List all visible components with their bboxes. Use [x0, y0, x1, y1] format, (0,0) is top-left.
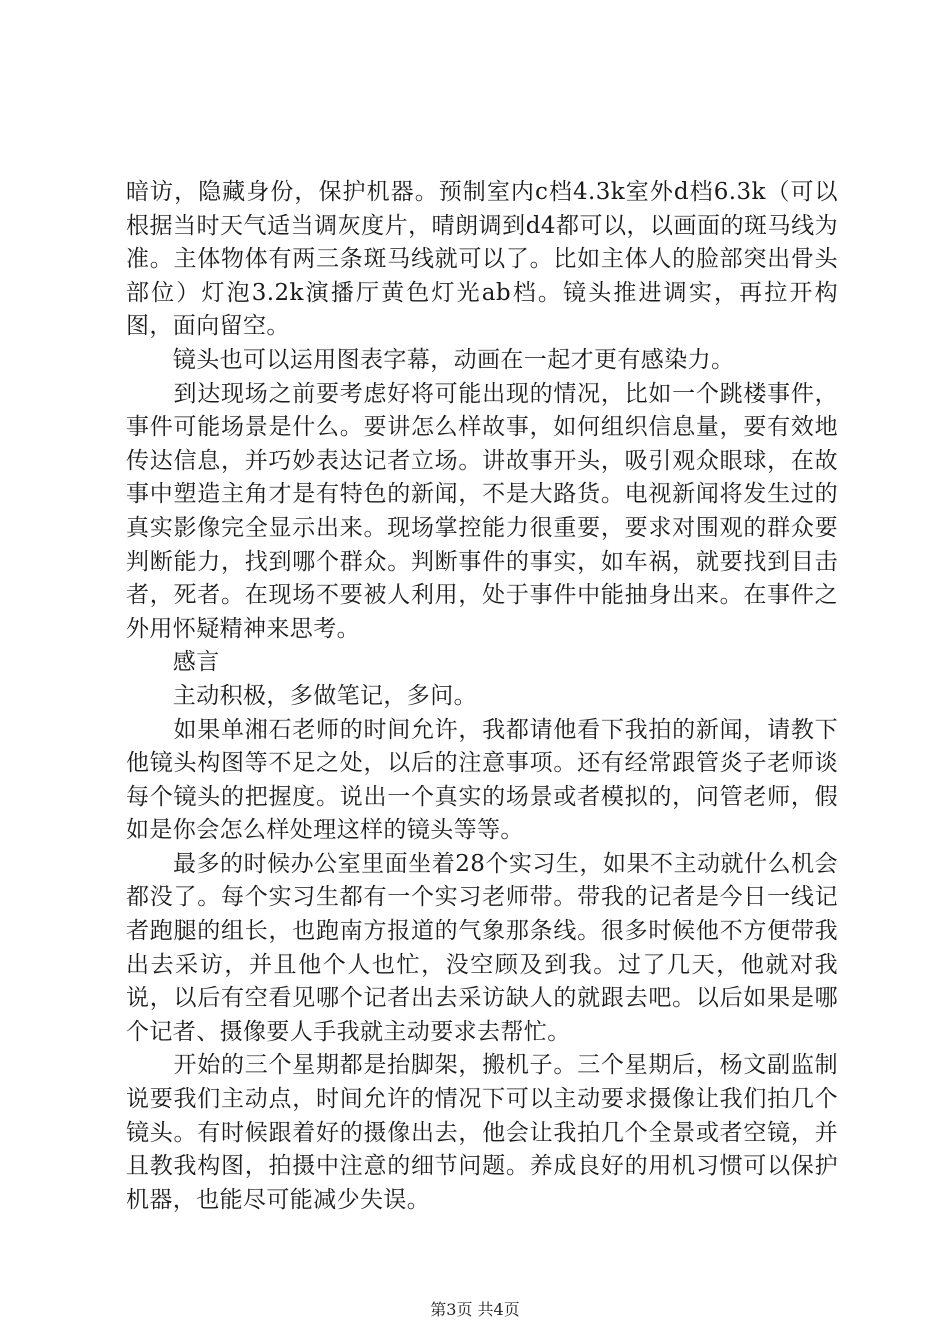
paragraph: 到达现场之前要考虑好将可能出现的情况，比如一个跳楼事件，事件可能场景是什么。要讲怎么样故事，如何组织信息量，要有效地传达信息，并巧妙表达记者立场。讲故事开头，吸引观众眼球，在故事中塑造主角才是有特色的新闻，不是大路货。电视新闻将发生过的真实影像完全显示出来。现场掌控能力很重要，要求对围观的群众要判断能力，找到哪个群众。判断事件的事实，如车祸，就要找到目击者，死者。在现场不要被人利用，处于事件中能抽身出来。在事件之外用怀疑精神来思考。	[126, 380, 838, 642]
paragraph: 暗访，隐藏身份，保护机器。预制室内c档4.3k室外d档6.3k（可以根据当时天气适当调灰度片，晴朗调到d4都可以，以画面的斑马线为准。主体物体有两三条斑马线就可以了。比如主体人的脸部突出骨头部位）灯泡3.2k演播厅黄色灯光ab档。镜头推进调实，再拉开构图，面向留空。	[126, 179, 838, 340]
paragraph: 最多的时候办公室里面坐着28个实习生，如果不主动就什么机会都没了。每个实习生都有一个实习老师带。带我的记者是今日一线记者跑腿的组长，也跑南方报道的气象那条线。很多时候他不方便带我出去采访，并且他个人也忙，没空顾及到我。过了几天，他就对我说，以后有空看见哪个记者出去采访缺人的就跟去吧。以后如果是哪个记者、摄像要人手我就主动要求去帮忙。	[126, 850, 838, 1045]
document-body	[126, 176, 838, 1217]
page-number-footer: 第3页 共4页	[430, 1300, 520, 1319]
paragraph: 如果单湘石老师的时间允许，我都请他看下我拍的新闻，请教下他镜头构图等不足之处，以后的注意事项。还有经常跟管炎子老师谈每个镜头的把握度。说出一个真实的场景或者模拟的，问管老师，假如是你会怎么样处理这样的镜头等等。	[126, 716, 838, 844]
paragraph: 开始的三个星期都是抬脚架，搬机子。三个星期后，杨文副监制说要我们主动点，时间允许的情况下可以主动要求摄像让我们拍几个镜头。有时候跟着好的摄像出去，他会让我拍几个全景或者空镜，并且教我构图，拍摄中注意的细节问题。养成良好的用机习惯可以保护机器，也能尽可能减少失误。	[126, 1052, 838, 1213]
paragraph: 主动积极，多做笔记，多问。	[126, 682, 477, 709]
paragraph: 镜头也可以运用图表字幕，动画在一起才更有感染力。	[126, 346, 735, 373]
section-heading: 感言	[126, 649, 220, 676]
